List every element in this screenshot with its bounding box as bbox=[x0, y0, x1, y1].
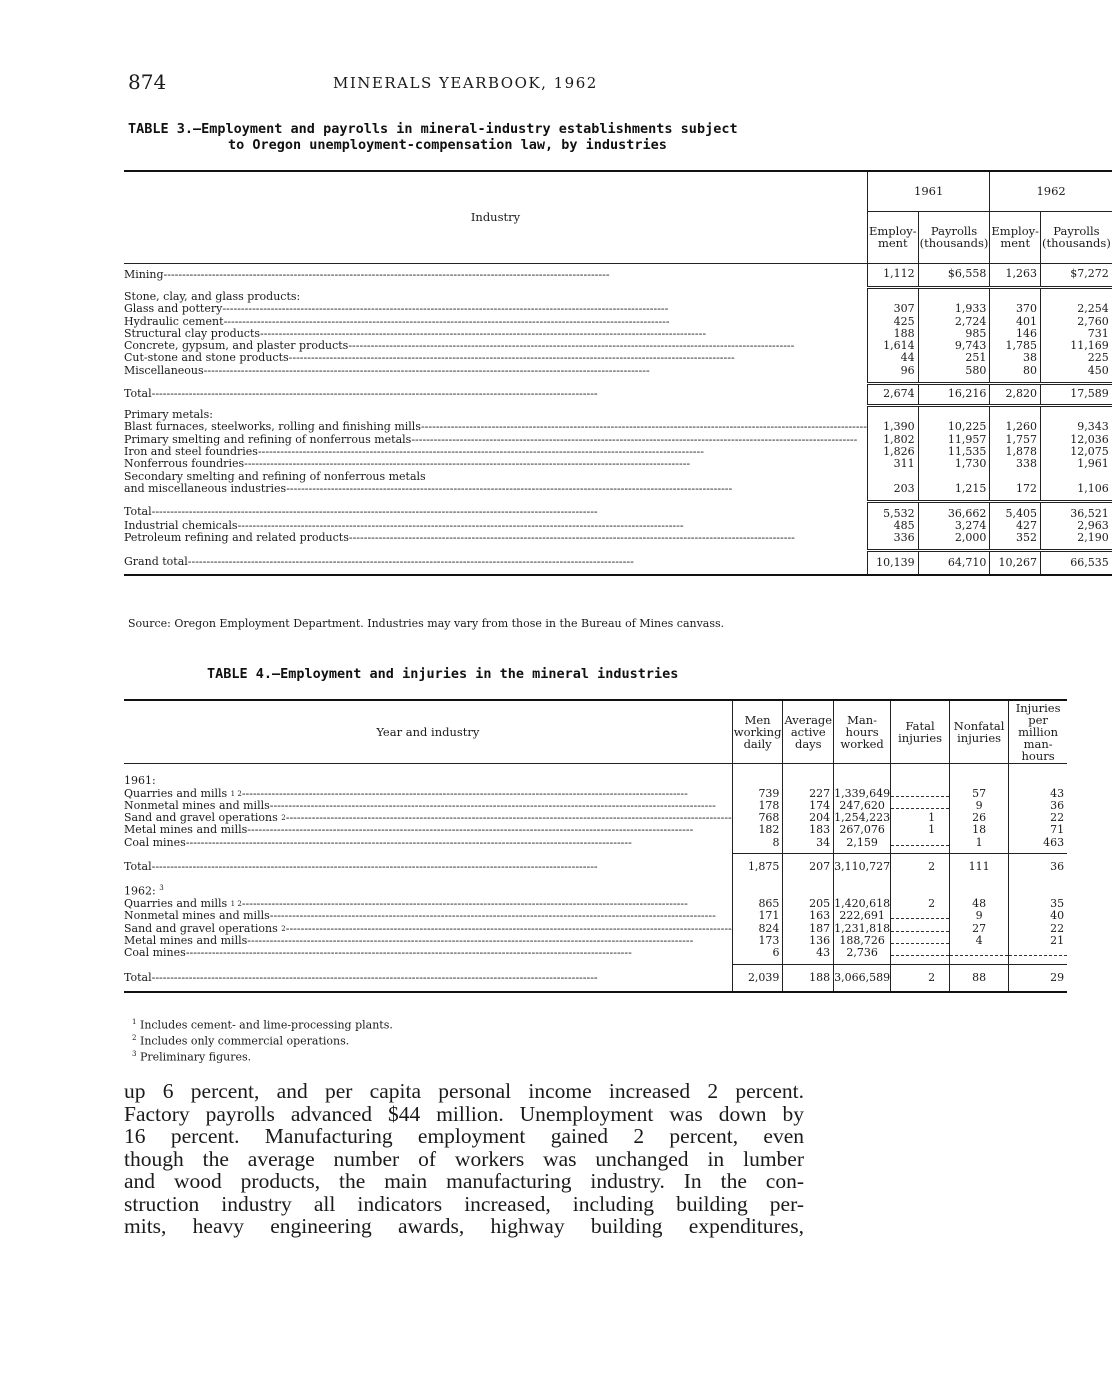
cell: 3,066,589 bbox=[834, 964, 891, 992]
cell: 1,961 bbox=[1041, 458, 1112, 470]
cell: 1,802 bbox=[867, 434, 918, 446]
cell: 485 bbox=[867, 520, 918, 532]
table4-header-days: Average active days bbox=[783, 700, 834, 764]
footnote-ref: 2 bbox=[281, 924, 286, 933]
table3-caption-line1: TABLE 3.—Employment and payrolls in mineral-industry establishments subject bbox=[128, 121, 738, 137]
cell: 227 bbox=[783, 788, 834, 800]
cell: 3,110,727 bbox=[834, 854, 891, 880]
body-line: Factory payrolls advanced $44 million. Unemployment was down by bbox=[124, 1101, 804, 1126]
cell: 1,875 bbox=[732, 854, 783, 880]
body-line: struction industry all indicators increased, including building per- bbox=[124, 1191, 804, 1216]
body-line: though the average number of workers was unchanged in lumber bbox=[124, 1146, 804, 1171]
table3-header-employment-1961: Employ-ment bbox=[867, 211, 918, 263]
table4 bbox=[124, 699, 1067, 993]
table4-row-total-1961 bbox=[124, 854, 1067, 880]
cell: 1,420,618 bbox=[834, 896, 891, 910]
cell: 10,225 bbox=[918, 421, 990, 433]
cell: 2,736 bbox=[834, 947, 891, 964]
cell: 171 bbox=[732, 910, 783, 922]
body-paragraph bbox=[124, 1080, 804, 1238]
cell: 2,674 bbox=[867, 383, 918, 405]
cell: 11,535 bbox=[918, 446, 990, 458]
row-label: Sand and gravel operations bbox=[124, 811, 278, 825]
cell: 16,216 bbox=[918, 383, 990, 405]
cell: 9,743 bbox=[918, 340, 990, 352]
table3-header-1961: 1961 bbox=[867, 171, 989, 211]
table4-footnotes bbox=[132, 1016, 393, 1064]
cell: 352 bbox=[990, 532, 1041, 550]
cell: 21 bbox=[1009, 935, 1068, 947]
cell: 3,274 bbox=[918, 520, 990, 532]
cell: 2 bbox=[891, 898, 950, 910]
cell: 34 bbox=[783, 837, 834, 854]
cell: 370 bbox=[990, 303, 1041, 315]
table4-header-hours: Man-hours worked bbox=[834, 700, 891, 764]
cell: 38 bbox=[990, 352, 1041, 364]
cell: 739 bbox=[732, 788, 783, 800]
cell: 188 bbox=[867, 328, 918, 340]
cell: 11,169 bbox=[1041, 340, 1112, 352]
row-label: Nonferrous foundries bbox=[124, 457, 245, 471]
row-label: Petroleum refining and related products bbox=[124, 531, 349, 545]
cell: 96 bbox=[867, 365, 918, 383]
cell: 22 bbox=[1009, 812, 1068, 824]
cell: 172 bbox=[990, 483, 1041, 501]
cell: 1,757 bbox=[990, 434, 1041, 446]
cell: 207 bbox=[783, 854, 834, 880]
table4-row bbox=[124, 837, 1067, 854]
cell: 463 bbox=[1009, 837, 1068, 854]
cell: 88 bbox=[950, 964, 1009, 992]
footnote-ref: 1 2 bbox=[230, 899, 242, 908]
table4-year-1961: 1961: bbox=[124, 774, 156, 788]
cell: 2,000 bbox=[918, 532, 990, 550]
cell: 26 bbox=[950, 812, 1009, 824]
cell: 80 bbox=[990, 365, 1041, 383]
cell: 824 bbox=[732, 923, 783, 935]
cell: 1,785 bbox=[990, 340, 1041, 352]
cell: 768 bbox=[732, 812, 783, 824]
cell: 247,620 bbox=[834, 800, 891, 812]
row-label: Nonmetal mines and mills bbox=[124, 909, 270, 923]
cell: 251 bbox=[918, 352, 990, 364]
table4-header-nonfatal: Nonfatal injuries bbox=[950, 700, 1009, 764]
cell: 6 bbox=[732, 947, 783, 964]
cell: 580 bbox=[918, 365, 990, 383]
cell: 173 bbox=[732, 935, 783, 947]
cell: 36,662 bbox=[918, 501, 990, 520]
cell: 2,190 bbox=[1041, 532, 1112, 550]
row-label: Iron and steel foundries bbox=[124, 444, 258, 458]
row-label: Miscellaneous bbox=[124, 363, 204, 377]
cell: 188 bbox=[783, 964, 834, 992]
table4-row bbox=[124, 910, 1067, 922]
footnote-ref: 1 2 bbox=[230, 789, 242, 798]
table3-group-stone: Stone, clay, and glass products: bbox=[124, 290, 301, 303]
table3-header-payrolls-1961: Payrolls (thousands) bbox=[918, 211, 990, 263]
footnote-ref: 2 bbox=[281, 814, 286, 823]
cell: 1,106 bbox=[1041, 483, 1112, 501]
cell: 183 bbox=[783, 824, 834, 836]
cell: 1,339,649 bbox=[834, 786, 891, 800]
table3-row-primary-total bbox=[124, 501, 1112, 520]
row-label: Quarries and mills bbox=[124, 786, 228, 800]
cell: 43 bbox=[783, 947, 834, 964]
cell: 205 bbox=[783, 898, 834, 910]
cell: 11,957 bbox=[918, 434, 990, 446]
cell: 188,726 bbox=[834, 935, 891, 947]
cell: 48 bbox=[950, 898, 1009, 910]
cell: 12,036 bbox=[1041, 434, 1112, 446]
cell: 338 bbox=[990, 458, 1041, 470]
cell: 9 bbox=[950, 910, 1009, 922]
cell: 2,963 bbox=[1041, 520, 1112, 532]
cell: 36 bbox=[1009, 854, 1068, 880]
cell: 1 bbox=[891, 812, 950, 824]
table3-group-primary: Primary metals: bbox=[124, 408, 213, 422]
table4-header-men: Men working daily bbox=[732, 700, 783, 764]
table4-year-1962 bbox=[124, 880, 732, 898]
cell: 2,159 bbox=[834, 837, 891, 854]
table3-row-secondary bbox=[124, 483, 1112, 501]
row-label: Hydraulic cement bbox=[124, 314, 224, 328]
table3-header-industry: Industry bbox=[124, 171, 867, 263]
table3-caption bbox=[128, 121, 818, 153]
cell: 9 bbox=[950, 800, 1009, 812]
body-line: up 6 percent, and per capita personal income increased 2 percent. bbox=[124, 1079, 804, 1103]
cell: 35 bbox=[1009, 898, 1068, 910]
cell: 1 bbox=[891, 824, 950, 836]
cell: 1,390 bbox=[867, 421, 918, 433]
cell: 29 bbox=[1009, 964, 1068, 992]
cell: 18 bbox=[950, 824, 1009, 836]
table3-header-1962: 1962 bbox=[990, 171, 1112, 211]
year-label: 1962: bbox=[124, 884, 156, 898]
cell: 136 bbox=[783, 935, 834, 947]
table3-source-note: Source: Oregon Employment Department. Industries may vary from those in the Bureau of Mines canvass. bbox=[128, 617, 725, 630]
cell: 2,254 bbox=[1041, 303, 1112, 315]
cell: 163 bbox=[783, 910, 834, 922]
row-label: Nonmetal mines and mills bbox=[124, 798, 270, 812]
footnote bbox=[132, 1016, 393, 1032]
cell: 36 bbox=[1009, 800, 1068, 812]
cell: 4 bbox=[950, 935, 1009, 947]
cell: 9,343 bbox=[1041, 421, 1112, 433]
row-label: Industrial chemicals bbox=[124, 518, 238, 532]
row-label: Blast furnaces, steelworks, rolling and finishing mills bbox=[124, 420, 421, 434]
footnote-mark: 1 bbox=[132, 1018, 137, 1026]
cell: 71 bbox=[1009, 824, 1068, 836]
cell: 44 bbox=[867, 352, 918, 364]
cell: $7,272 bbox=[1041, 263, 1112, 287]
footnote bbox=[132, 1032, 393, 1048]
table3-row bbox=[124, 421, 1112, 433]
row-label: Total bbox=[124, 970, 152, 984]
cell: 731 bbox=[1041, 328, 1112, 340]
cell: 17,589 bbox=[1041, 383, 1112, 405]
row-label: Coal mines bbox=[124, 946, 186, 960]
body-line: mits, heavy engineering awards, highway building expenditures, bbox=[124, 1214, 804, 1238]
cell: 2,820 bbox=[990, 383, 1041, 405]
cell: 146 bbox=[990, 328, 1041, 340]
table3-row-petroleum bbox=[124, 532, 1112, 550]
cell: 203 bbox=[867, 483, 918, 501]
table4-row bbox=[124, 788, 1067, 800]
cell: 22 bbox=[1009, 923, 1068, 935]
footnote-text: Includes cement- and lime-processing plants. bbox=[139, 1018, 393, 1032]
cell: 1,215 bbox=[918, 483, 990, 501]
row-label: Glass and pottery bbox=[124, 302, 223, 316]
cell: 12,075 bbox=[1041, 446, 1112, 458]
row-label: Total bbox=[124, 505, 152, 519]
table3-row bbox=[124, 458, 1112, 470]
cell: 1,231,818 bbox=[834, 921, 891, 935]
table3-secondary-label-1: Secondary smelting and refining of nonferrous metals bbox=[124, 469, 426, 483]
table4-caption: TABLE 4.—Employment and injuries in the mineral industries bbox=[207, 666, 679, 682]
cell: 1,878 bbox=[990, 446, 1041, 458]
body-line: 16 percent. Manufacturing employment gained 2 percent, even bbox=[124, 1124, 804, 1148]
cell: 865 bbox=[732, 898, 783, 910]
table4-header-year-industry: Year and industry bbox=[124, 700, 732, 764]
cell: 1,112 bbox=[867, 263, 918, 287]
cell: 2,724 bbox=[918, 316, 990, 328]
cell: 1,933 bbox=[918, 303, 990, 315]
publication-title: MINERALS YEARBOOK, 1962 bbox=[333, 74, 598, 92]
cell: 427 bbox=[990, 520, 1041, 532]
cell: 66,535 bbox=[1041, 551, 1112, 575]
cell: 2 bbox=[891, 854, 950, 880]
cell: 311 bbox=[867, 458, 918, 470]
cell: 40 bbox=[1009, 910, 1068, 922]
table4-row bbox=[124, 947, 1067, 964]
cell: 1,260 bbox=[990, 421, 1041, 433]
row-label: Metal mines and mills bbox=[124, 823, 248, 837]
table3-caption-line2: to Oregon unemployment-compensation law, by industries bbox=[228, 137, 667, 153]
cell: 36,521 bbox=[1041, 501, 1112, 520]
cell: 64,710 bbox=[918, 551, 990, 575]
table3-row bbox=[124, 303, 1112, 315]
cell: 222,691 bbox=[834, 910, 891, 922]
row-label: Quarries and mills bbox=[124, 896, 228, 910]
row-label: Metal mines and mills bbox=[124, 933, 248, 947]
table3-row-stone-total bbox=[124, 383, 1112, 405]
cell: 27 bbox=[950, 923, 1009, 935]
cell: 204 bbox=[783, 812, 834, 824]
row-label: Structural clay products bbox=[124, 326, 261, 340]
cell: 2,760 bbox=[1041, 316, 1112, 328]
footnote-text: Includes only commercial operations. bbox=[139, 1034, 350, 1048]
footnote-ref: 3 bbox=[159, 884, 164, 893]
cell: 307 bbox=[867, 303, 918, 315]
body-line: and wood products, the main manufacturing industry. In the con- bbox=[124, 1169, 804, 1193]
row-label: Grand total bbox=[124, 554, 188, 568]
table3-row-mining bbox=[124, 263, 1112, 287]
table3-row-grand-total bbox=[124, 551, 1112, 575]
table3-row bbox=[124, 365, 1112, 383]
cell: 2 bbox=[891, 964, 950, 992]
row-label: Total bbox=[124, 859, 152, 873]
table3-row bbox=[124, 352, 1112, 364]
cell: 1,614 bbox=[867, 340, 918, 352]
table4-row bbox=[124, 824, 1067, 836]
running-head bbox=[128, 70, 808, 100]
cell: 8 bbox=[732, 837, 783, 854]
cell: 187 bbox=[783, 923, 834, 935]
row-label: Coal mines bbox=[124, 835, 186, 849]
cell: 1,730 bbox=[918, 458, 990, 470]
row-label: Cut-stone and stone products bbox=[124, 351, 289, 365]
cell: 43 bbox=[1009, 788, 1068, 800]
row-label: Primary smelting and refining of nonferrous metals bbox=[124, 432, 412, 446]
cell: 401 bbox=[990, 316, 1041, 328]
table4-header-rate: Injuries per million man-hours bbox=[1009, 700, 1068, 764]
cell: 5,405 bbox=[990, 501, 1041, 520]
row-label: Concrete, gypsum, and plaster products bbox=[124, 339, 349, 353]
cell: 10,267 bbox=[990, 551, 1041, 575]
row-label: and miscellaneous industries bbox=[124, 481, 287, 495]
cell: 1,826 bbox=[867, 446, 918, 458]
row-label: Mining bbox=[124, 268, 164, 282]
table4-row-total-1962 bbox=[124, 964, 1067, 992]
cell: 5,532 bbox=[867, 501, 918, 520]
cell: 182 bbox=[732, 824, 783, 836]
cell: 1 bbox=[950, 837, 1009, 854]
row-label: Sand and gravel operations bbox=[124, 921, 278, 935]
footnote bbox=[132, 1048, 393, 1064]
footnote-mark: 3 bbox=[132, 1050, 137, 1059]
footnote-mark: 2 bbox=[132, 1034, 137, 1043]
cell: 336 bbox=[867, 532, 918, 550]
table3 bbox=[124, 170, 1112, 576]
cell: 1,263 bbox=[990, 263, 1041, 287]
cell: 178 bbox=[732, 800, 783, 812]
cell: 225 bbox=[1041, 352, 1112, 364]
cell: 1,254,223 bbox=[834, 811, 891, 825]
cell: 174 bbox=[783, 800, 834, 812]
page-number: 874 bbox=[128, 70, 167, 94]
cell: 57 bbox=[950, 788, 1009, 800]
cell: 2,039 bbox=[732, 964, 783, 992]
row-label: Total bbox=[124, 386, 152, 400]
table4-header-fatal: Fatal injuries bbox=[891, 700, 950, 764]
cell: 425 bbox=[867, 316, 918, 328]
cell: 267,076 bbox=[834, 824, 891, 836]
footnote-text: Preliminary figures. bbox=[139, 1050, 252, 1064]
cell: 10,139 bbox=[867, 551, 918, 575]
table3-header-payrolls-1962: Payrolls (thousands) bbox=[1041, 211, 1112, 263]
cell: $6,558 bbox=[918, 263, 990, 287]
cell: 985 bbox=[918, 328, 990, 340]
cell: 450 bbox=[1041, 365, 1112, 383]
table3-header-employment-1962: Employ-ment bbox=[990, 211, 1041, 263]
cell: 111 bbox=[950, 854, 1009, 880]
